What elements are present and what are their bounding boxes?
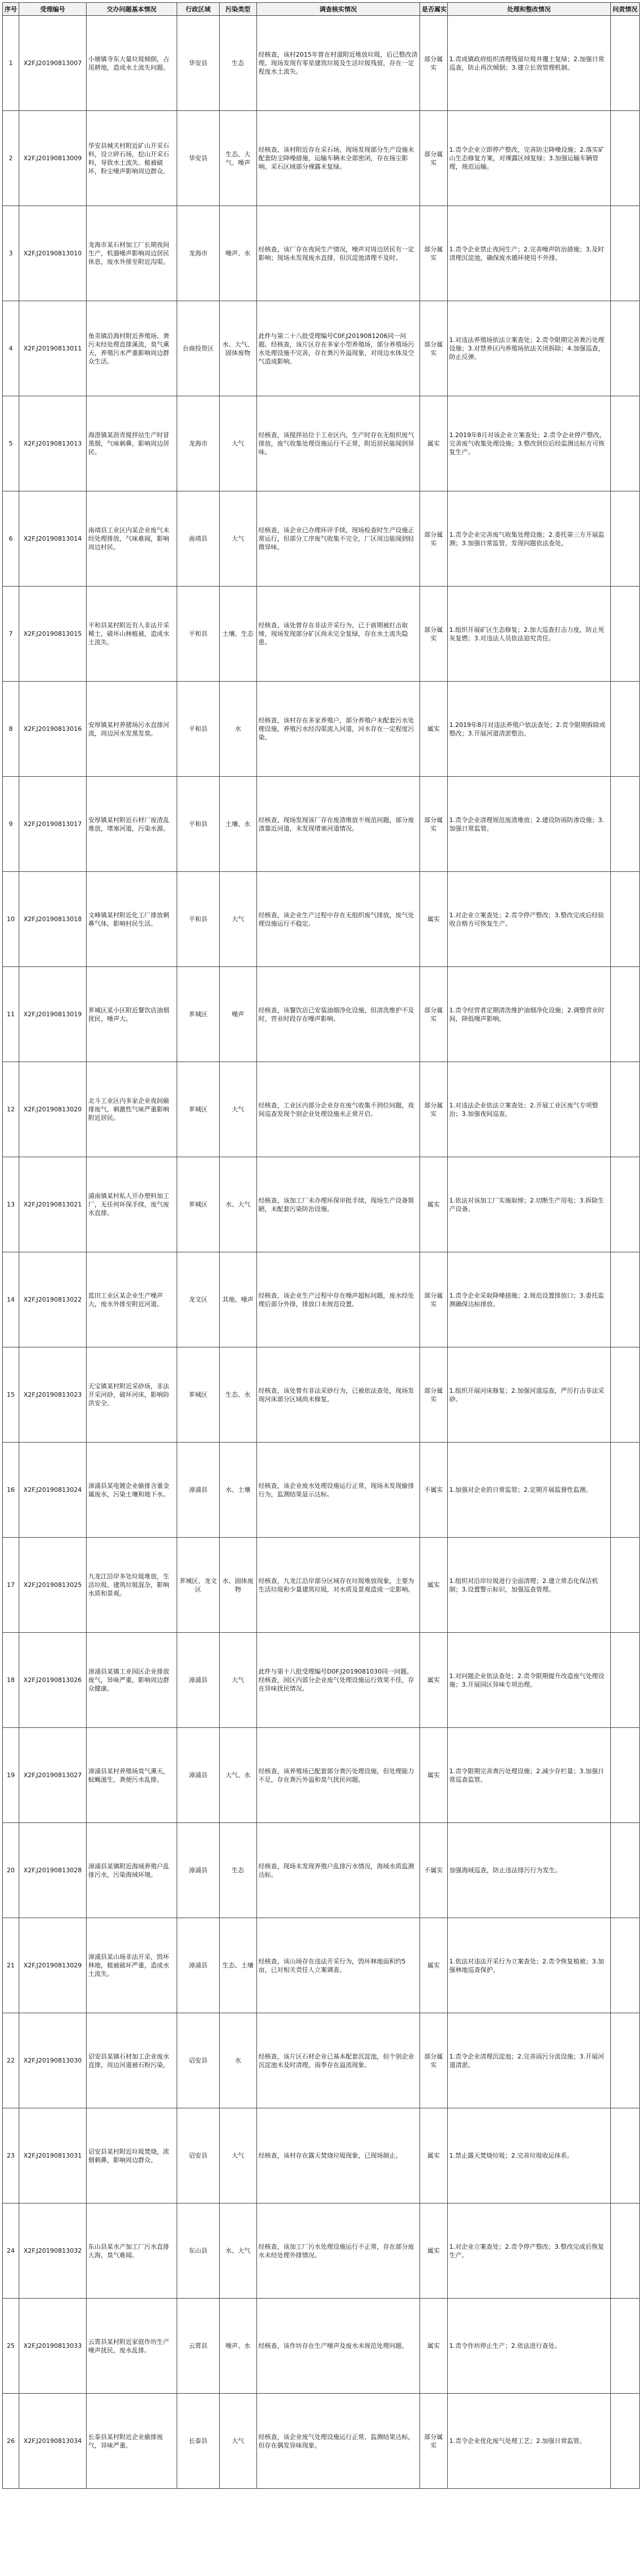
cell-notes [611,967,640,1062]
table-row [3,396,640,491]
cell-id: X2F.J20190813016 [19,682,87,777]
cell-notes [611,111,640,206]
table-row [3,1443,640,1538]
cell-type: 噪声 [220,967,256,1062]
cell-region: 华安县 [177,16,219,111]
cell-id: X2F.J20190813014 [19,491,87,587]
cell-result: 1.对问题企业依法查处；2.责令限期提升改造废气处理设施；3.开展园区异味专项治理。 [447,1633,611,1728]
cell-seq: 20 [3,1823,19,1918]
cell-type: 噪声、水 [220,206,256,301]
cell-region: 平和县 [177,682,219,777]
header-survey: 调查核实情况 [256,3,420,16]
cell-id: X2F.J20190813013 [19,396,87,491]
cell-seq: 10 [3,872,19,967]
cell-type: 大气 [220,491,256,587]
cell-region: 漳浦县 [177,1443,219,1538]
cell-region: 芗城区 [177,1062,219,1157]
cell-region: 诏安县 [177,2013,219,2108]
cell-survey: 经核查，该村2015年曾在村道附近堆放垃圾，后已整改清理。现场发现有零星建筑垃圾及生活垃圾残留，存在一定程度水土流失。 [256,16,420,111]
table-row [3,2108,640,2203]
cell-seq: 4 [3,301,19,396]
cell-seq: 16 [3,1443,19,1538]
cell-result: 1.责令企业清理沉淀池；2.完善雨污分流设施；3.开展河道清淤。 [447,2013,611,2108]
cell-id: X2F.J20190813010 [19,206,87,301]
cell-id: X2F.J20190813026 [19,1633,87,1728]
cell-issue: 安厚镇某村附近石材厂废渣乱堆放，堵塞河道，污染水源。 [86,777,177,872]
cell-verify: 部分属实 [420,587,447,682]
cell-result: 1.组织开展矿区生态修复；2.加大巡查打击力度，防止死灰复燃；3.对违法人员依法追究责任。 [447,587,611,682]
cell-notes [611,1918,640,2013]
cell-notes [611,872,640,967]
cell-issue: 漳浦县某镇附近海域养殖户乱排污水，污染海域环境。 [86,1823,177,1918]
cell-id: X2F.J20190813029 [19,1918,87,2013]
cell-notes [611,1157,640,1252]
cell-verify: 属实 [420,2108,447,2203]
cell-region: 南靖县 [177,491,219,587]
cell-result: 1.责令企业完善废气收集处理设施；2.委托第三方开展监测；3.加强日常监管，发现问题依法查处。 [447,491,611,587]
table-row [3,301,640,396]
cell-region: 芗城区 [177,1347,219,1443]
table-row [3,1633,640,1728]
cell-result: 1.责令企业立即停产整改，完善防尘降噪设施；2.落实矿山生态修复方案，对裸露区域复绿；3.加强运输车辆管理，规范运输。 [447,111,611,206]
cell-issue: 漳浦县某山场非法开采，毁坏林地，植被破坏严重，造成水土流失。 [86,1918,177,2013]
cell-survey: 经核查，该处曾存在非法开采行为，已于前期被打击取缔，现场发现部分矿区尚未完全复绿，存在水土流失隐患。 [256,587,420,682]
cell-seq: 17 [3,1538,19,1633]
cell-region: 龙文区 [177,1252,219,1347]
cell-issue: 天宝镇某村附近采砂场，非法开采河砂，破坏河床，影响防洪安全。 [86,1347,177,1443]
cell-result: 1.责令限期完善粪污处理设施；2.减少存栏量；3.加强日常巡查监管。 [447,1728,611,1823]
cell-survey: 经核查，该企业已办理环评手续，现场检查时生产设施正常运行，但部分工序废气收集不完全，厂区周边能闻到轻微异味。 [256,491,420,587]
cell-issue: 角美镇沿海村附近养殖场、粪污未经处理直排溪流，臭气熏天，养殖污水严重影响周边群众生活。 [86,301,177,396]
table-row [3,491,640,587]
cell-verify: 属实 [420,682,447,777]
cell-type: 其他、噪声 [220,1252,256,1347]
cell-verify: 部分属实 [420,2013,447,2108]
cell-issue: 南靖县工业区内某企业废气未经处理排放，气味难闻，影响周边村民。 [86,491,177,587]
header-notes: 问责情况 [611,3,640,16]
cell-issue: 诏安县某村附近垃圾焚烧，浓烟刺鼻，影响周边群众。 [86,2108,177,2203]
cell-id: X2F.J20190813032 [19,2203,87,2299]
table-row [3,206,640,301]
cell-id: X2F.J20190813028 [19,1823,87,1918]
cell-type: 噪声、水 [220,2299,256,2394]
cell-result: 1.责令企业清理规范废渣堆放；2.建设防雨防渗设施；3.加强日常监管。 [447,777,611,872]
cell-survey: 经核查，该养殖场已配套部分粪污处理设施，但处理能力不足，存在粪污外溢和臭气扰民问题。 [256,1728,420,1823]
cell-result: 1.对企业立案查处；2.责令停产整改；3.整改完成后经验收合格方可恢复生产。 [447,872,611,967]
cell-result: 1.加强对企业的日常监管；2.定期开展监督性监测。 [447,1443,611,1538]
cell-id: X2F.J20190813009 [19,111,87,206]
cell-survey: 经核查，该作坊存在生产噪声及废水未规范处理问题。 [256,2299,420,2394]
cell-verify: 部分属实 [420,1252,447,1347]
table-row [3,111,640,206]
cell-id: X2F.J20190813031 [19,2108,87,2203]
cell-verify: 部分属实 [420,777,447,872]
cell-notes [611,2108,640,2203]
cell-type: 生态、水 [220,1347,256,1443]
cell-issue: 云霄县某村附近家庭作坊生产噪声扰民，废水乱排。 [86,2299,177,2394]
cell-type: 生态 [220,1823,256,1918]
cell-result: 加强海域巡查，防止违法排污行为发生。 [447,1823,611,1918]
cell-verify: 部分属实 [420,301,447,396]
cell-survey: 经核查，该加工厂污水处理设施运行不正常，存在部分废水未经处理外排情况。 [256,2203,420,2299]
cell-id: X2F.J20190813011 [19,301,87,396]
cell-seq: 24 [3,2203,19,2299]
cell-id: X2F.J20190813021 [19,1157,87,1252]
cell-verify: 部分属实 [420,1062,447,1157]
cell-verify: 部分属实 [420,111,447,206]
cell-seq: 8 [3,682,19,777]
cell-type: 水 [220,682,256,777]
cell-verify: 部分属实 [420,1347,447,1443]
cell-verify: 属实 [420,396,447,491]
cell-type: 大气 [220,872,256,967]
cell-survey: 经核查，该村存在多家养殖户，部分养殖户未配套污水处理设施，养殖污水经沟渠流入河道，河水存在一定程度污染。 [256,682,420,777]
cell-verify: 属实 [420,1633,447,1728]
table-row [3,1347,640,1443]
cell-seq: 2 [3,111,19,206]
cell-seq: 11 [3,967,19,1062]
cell-verify: 部分属实 [420,2394,447,2489]
cell-region: 平和县 [177,587,219,682]
cell-verify: 属实 [420,872,447,967]
cell-result: 1.组织开展河床修复；2.加强河道巡查，严厉打击非法采砂。 [447,1347,611,1443]
cell-type: 土壤、生态 [220,587,256,682]
cell-result: 1.依法对违法开采行为立案查处；2.责令恢复植被；3.加强林地巡查保护。 [447,1918,611,2013]
cell-region: 龙海市 [177,396,219,491]
cell-result: 1.组织对沿岸垃圾进行全面清理；2.建立常态化保洁机制；3.设置警示标识，加强巡查管理。 [447,1538,611,1633]
cell-issue: 安厚镇某村养猪场污水直排河流，周边河水发黑发臭。 [86,682,177,777]
cell-region: 云霄县 [177,2299,219,2394]
cell-verify: 属实 [420,2299,447,2394]
cell-notes [611,1252,640,1347]
cell-issue: 龙海市某石材加工厂长期夜间生产，机器噪声影响周边居民休息，废水外排至附近沟渠。 [86,206,177,301]
cell-issue: 华安县城关村附近矿山开采石料，设立碎石场，挖山开采石料，导致水土流失、植被破坏，粉尘噪声影响周边群众。 [86,111,177,206]
cell-issue: 漳浦县某镇工业园区企业排放废气，异味严重，影响周边群众健康。 [86,1633,177,1728]
cell-issue: 诏安县某镇石材加工企业废水直排，周边河道被石粉污染。 [86,2013,177,2108]
cell-notes [611,301,640,396]
cell-id: X2F.J20190813022 [19,1252,87,1347]
cell-seq: 13 [3,1157,19,1252]
cell-seq: 12 [3,1062,19,1157]
table-body [3,16,640,2489]
cell-verify: 属实 [420,1918,447,2013]
cell-verify: 属实 [420,1157,447,1252]
cell-notes [611,1443,640,1538]
cell-type: 大气 [220,1633,256,1728]
cell-id: X2F.J20190813015 [19,587,87,682]
cell-seq: 15 [3,1347,19,1443]
cell-survey: 此件与第二十八批受理编号C0F.J2019081206同一问题。经核查，该片区存在多家小型养殖场，部分养殖场污水处理设施不完善，存在粪污外溢现象，对周边水体及空气造成影响。 [256,301,420,396]
cell-verify: 不属实 [420,1443,447,1538]
cell-region: 华安县 [177,111,219,206]
cell-id: X2F.J20190813034 [19,2394,87,2489]
cell-notes [611,682,640,777]
cell-notes [611,206,640,301]
cell-result: 1.责令经营者定期清洗维护油烟净化设施；2.调整营业时间，降低噪声影响。 [447,967,611,1062]
cell-notes [611,1728,640,1823]
cell-region: 芗城区 [177,967,219,1062]
cell-issue: 东山县某水产加工厂污水直排大海，臭气难闻。 [86,2203,177,2299]
cell-notes [611,2394,640,2489]
cell-result: 1.禁止露天焚烧垃圾；2.完善垃圾收运体系。 [447,2108,611,2203]
cell-survey: 经核查，该村附近存在采石场，现场发现部分生产设施未配套防尘降噪措施，运输车辆未全部密闭，存在扬尘影响。采石区域部分裸露未复绿。 [256,111,420,206]
cell-survey: 经核查，该搅拌站位于工业区内，生产时存在无组织废气排放，废气收集处理设施运行不正常，附近居民能闻到异味。 [256,396,420,491]
header-verify: 是否属实 [420,3,447,16]
cell-seq: 1 [3,16,19,111]
header-type: 污染类型 [220,3,256,16]
cell-verify: 属实 [420,2203,447,2299]
cell-seq: 21 [3,1918,19,2013]
cell-region: 龙海市 [177,206,219,301]
cell-verify: 部分属实 [420,206,447,301]
cell-id: X2F.J20190813030 [19,2013,87,2108]
cell-issue: 漳浦县某村养殖场臭气熏天，蚊蝇滋生，粪便污水乱排。 [86,1728,177,1823]
cell-result: 1.对企业立案查处；2.责令停产整改；3.整改完成后恢复生产。 [447,2203,611,2299]
cell-notes [611,2203,640,2299]
cell-region: 平和县 [177,872,219,967]
cell-result: 1.2019年8月对违法养殖户依法查处；2.责令限期拆除或整改；3.开展河道清淤整治。 [447,682,611,777]
header-issue: 交办问题基本情况 [86,3,177,16]
cell-region: 漳浦县 [177,1823,219,1918]
cell-type: 大气 [220,2394,256,2489]
table-row [3,872,640,967]
cell-verify: 不属实 [420,1823,447,1918]
cell-region: 漳浦县 [177,1918,219,2013]
table-row [3,1728,640,1823]
cell-result: 1.责令企业优化废气处理工艺；2.加强日常监管。 [447,2394,611,2489]
cell-type: 水、大气 [220,1157,256,1252]
cell-survey: 经核查，该企业废气处理设施运行正常，监测结果达标，但存在偶发异味现象。 [256,2394,420,2489]
cell-seq: 23 [3,2108,19,2203]
cell-id: X2F.J20190813020 [19,1062,87,1157]
cell-region: 诏安县 [177,2108,219,2203]
cell-notes [611,396,640,491]
cell-region: 平和县 [177,777,219,872]
cell-seq: 19 [3,1728,19,1823]
cell-seq: 18 [3,1633,19,1728]
cell-notes [611,587,640,682]
cell-survey: 经核查，该村存在露天焚烧垃圾现象，已现场制止。 [256,2108,420,2203]
cell-result: 1.责令企业采取降噪措施；2.规范设置排放口；3.委托监测确保达标排放。 [447,1252,611,1347]
cell-type: 大气、水 [220,1728,256,1823]
cell-survey: 经核查，该餐饮店已安装油烟净化设施，但清洗维护不及时，营业时段存在噪声影响。 [256,967,420,1062]
cell-survey: 经核查，该企业生产过程中存在无组织废气排放，废气处理设施运行不稳定。 [256,872,420,967]
cell-issue: 文峰镇某村附近化工厂排放刺鼻气体，影响村民生活。 [86,872,177,967]
cell-id: X2F.J20190813017 [19,777,87,872]
cell-type: 土壤、水 [220,777,256,872]
cell-verify: 部分属实 [420,16,447,111]
table-row [3,1823,640,1918]
table-row [3,777,640,872]
table-header-row [3,3,640,16]
cell-issue: 漳浦县某电镀企业偷排含重金属废水，污染土壤和地下水。 [86,1443,177,1538]
cell-id: X2F.J20190813027 [19,1728,87,1823]
cell-issue: 长泰县某村附近企业偷排废气，异味严重。 [86,2394,177,2489]
cell-survey: 经核查，该山场存在违法开采行为，毁坏林地面积约5亩，已对相关责任人立案调查。 [256,1918,420,2013]
cell-issue: 蓝田工业区某企业生产噪声大，废水外排至附近河道。 [86,1252,177,1347]
cell-type: 水、大气、固体废物 [220,301,256,396]
table-row [3,1062,640,1157]
cell-type: 水 [220,2013,256,2108]
cell-notes [611,777,640,872]
cell-seq: 22 [3,2013,19,2108]
cell-region: 漳浦县 [177,1728,219,1823]
cell-survey: 经核查，该企业生产过程中存在噪声超标问题，废水经处理后部分外排，排放口未规范设置。 [256,1252,420,1347]
cell-verify: 部分属实 [420,491,447,587]
table-row [3,682,640,777]
cell-notes [611,16,640,111]
cell-verify: 属实 [420,1728,447,1823]
cell-id: X2F.J20190813033 [19,2299,87,2394]
cell-issue: 九龙江沿岸多处垃圾堆放，生活垃圾、建筑垃圾混杂，影响水质和景观。 [86,1538,177,1633]
cell-issue: 小塘镇寺东大量垃圾倾倒，占用耕地，造成水土流失问题。 [86,16,177,111]
table-row [3,1252,640,1347]
cell-seq: 26 [3,2394,19,2489]
cell-type: 大气 [220,1062,256,1157]
cell-result: 1.责令作坊停止生产；2.依法进行查处。 [447,2299,611,2394]
cell-seq: 25 [3,2299,19,2394]
table-row [3,1157,640,1252]
cell-type: 生态、大气、噪声 [220,111,256,206]
table-row [3,967,640,1062]
table-row [3,2299,640,2394]
cell-type: 大气 [220,2108,256,2203]
cell-seq: 14 [3,1252,19,1347]
cell-id: X2F.J20190813024 [19,1443,87,1538]
header-id: 受理编号 [19,3,87,16]
cell-survey: 经核查，该厂存在夜间生产情况，噪声对周边居民有一定影响；现场未发现废水直排，但沉淀池清理不及时。 [256,206,420,301]
cell-id: X2F.J20190813025 [19,1538,87,1633]
cell-seq: 3 [3,206,19,301]
cell-type: 水、大气 [220,2203,256,2299]
cell-result: 1.对违法养殖场依法立案查处；2.责令限期完善粪污处理设施；3.对禁养区内养殖场依法关闭拆除；4.加强巡查，防止反弹。 [447,301,611,396]
header-region: 行政区域 [177,3,219,16]
header-result: 处理和整改情况 [447,3,611,16]
cell-notes [611,1538,640,1633]
cell-survey: 此件与第十八批受理编号D0F.J2019081030同一问题。经核查，园区内部分企业废气处理设施运行效果不佳，存在异味扰民情况。 [256,1633,420,1728]
cell-issue: 芗城区某小区附近餐饮店油烟扰民，噪声大。 [86,967,177,1062]
cell-type: 生态、土壤 [220,1918,256,2013]
cell-notes [611,491,640,587]
cell-region: 芗城区、龙文区 [177,1538,219,1633]
table-row [3,1918,640,2013]
table-row [3,16,640,111]
cell-seq: 9 [3,777,19,872]
cell-issue: 海澄镇某沥青搅拌站生产时冒黑烟，气味刺鼻，影响周边居民。 [86,396,177,491]
table-row [3,1538,640,1633]
cell-type: 大气 [220,396,256,491]
cell-id: X2F.J20190813007 [19,16,87,111]
cell-notes [611,2013,640,2108]
cell-region: 东山县 [177,2203,219,2299]
cell-issue: 北斗工业区内多家企业夜间偷排废气，刺激性气味严重影响附近居民。 [86,1062,177,1157]
cell-result: 1.依法对该加工厂实施取缔；2.切断生产用电；3.拆除生产设备。 [447,1157,611,1252]
cell-verify: 属实 [420,1538,447,1633]
cell-notes [611,1347,640,1443]
header-seq: 序号 [3,3,19,16]
cell-issue: 浦南镇某村私人开办塑料加工厂，无任何环保手续，废气废水直排。 [86,1157,177,1252]
cell-type: 水、土壤 [220,1443,256,1538]
cell-seq: 5 [3,396,19,491]
cell-issue: 平和县某村附近有人非法开采稀土，破坏山林植被，造成水土流失。 [86,587,177,682]
cell-survey: 经核查，现场未发现养殖户乱排污水情况，海域水质监测达标。 [256,1823,420,1918]
cell-notes [611,1062,640,1157]
table-row [3,2203,640,2299]
cell-survey: 经核查，该处曾有非法采砂行为，已被依法查处，现场发现河床部分区域尚未修复。 [256,1347,420,1443]
cell-survey: 经核查，该加工厂未办理环保审批手续，现场生产设备简陋，未配套污染防治设施。 [256,1157,420,1252]
cell-region: 芗城区 [177,1157,219,1252]
cell-result: 1.对违法企业依法立案查处；2.开展工业区废气专项整治；3.加强夜间巡查。 [447,1062,611,1157]
cell-id: X2F.J20190813018 [19,872,87,967]
cell-result: 1.责成镇政府组织清理残留垃圾并覆土复绿；2.加强日常巡查，防止再次倾倒；3.建立长效管理机制。 [447,16,611,111]
cell-seq: 6 [3,491,19,587]
cell-id: X2F.J20190813019 [19,967,87,1062]
table-row [3,587,640,682]
cell-notes [611,1823,640,1918]
cell-survey: 经核查，该片区石材企业已基本配套沉淀池，但个别企业沉淀池未及时清理，雨季存在溢流现象。 [256,2013,420,2108]
cell-notes [611,1633,640,1728]
cell-seq: 7 [3,587,19,682]
table-row [3,2013,640,2108]
cell-region: 台商投资区 [177,301,219,396]
cell-verify: 部分属实 [420,967,447,1062]
cell-survey: 经核查，工业区内部分企业存在废气收集不到位问题，夜间巡查发现个别企业处理设施未正常开启。 [256,1062,420,1157]
cell-survey: 经核查，九龙江沿岸部分区域存在垃圾堆放现象，主要为生活垃圾和少量建筑垃圾，对水质及景观造成一定影响。 [256,1538,420,1633]
complaint-table [2,2,640,2489]
cell-type: 生态 [220,16,256,111]
cell-notes [611,2299,640,2394]
cell-survey: 经核查，该企业废水处理设施运行正常，现场未发现偷排行为，监测结果显示达标。 [256,1443,420,1538]
cell-region: 长泰县 [177,2394,219,2489]
cell-id: X2F.J20190813023 [19,1347,87,1443]
cell-result: 1.责令企业禁止夜间生产；2.完善噪声防治措施；3.及时清理沉淀池，确保废水循环使用不外排。 [447,206,611,301]
cell-region: 漳浦县 [177,1633,219,1728]
cell-survey: 经核查，现场发现该厂存在废渣堆放不规范问题，部分废渣靠近河道，未发现堵塞河道情况。 [256,777,420,872]
cell-result: 1.2019年8月对该企业立案查处；2.责令企业停产整改，完善废气收集处理设施；3.整改到位后经监测达标方可恢复生产。 [447,396,611,491]
cell-type: 水、固体废物 [220,1538,256,1633]
table-row [3,2394,640,2489]
